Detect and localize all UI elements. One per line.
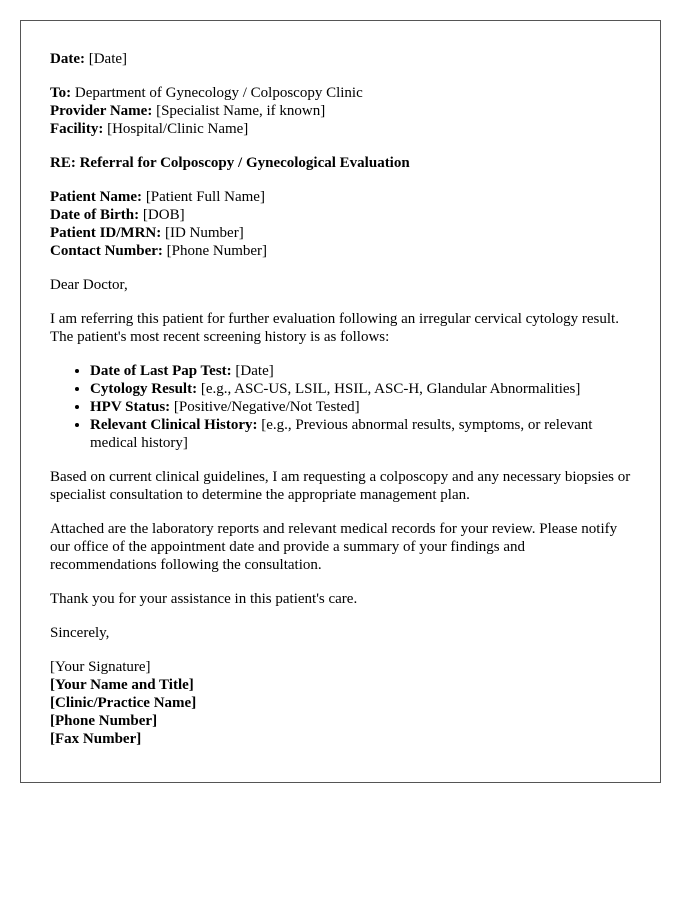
- list-item: [90, 362, 634, 380]
- thanks-paragraph: Thank you for your assistance in this patient's care.: [50, 591, 358, 607]
- closing: Sincerely,: [50, 625, 110, 641]
- provider-value: [Specialist Name, if known]: [156, 103, 326, 119]
- to-line: [50, 84, 634, 102]
- provider-line: [50, 102, 634, 120]
- list-item: [90, 398, 634, 416]
- signer-fax: [Fax Number]: [50, 731, 142, 747]
- history-label: HPV Status:: [90, 399, 171, 415]
- patient-name-label: Patient Name:: [50, 189, 143, 205]
- letter-page: [20, 20, 661, 783]
- patient-block: [50, 188, 634, 260]
- signature-line: [Your Signature]: [50, 659, 151, 675]
- intro-paragraph: I am referring this patient for further evaluation following an irregular cervical cytology result. The patient's most recent screening history is as follows:: [50, 311, 619, 345]
- date-label: Date:: [50, 51, 85, 67]
- contact-value: [Phone Number]: [166, 243, 268, 259]
- to-label: To:: [50, 85, 72, 101]
- provider-label: Provider Name:: [50, 103, 153, 119]
- history-label: Relevant Clinical History:: [90, 417, 258, 433]
- patient-name-value: [Patient Full Name]: [145, 189, 265, 205]
- subject-line: [50, 154, 634, 172]
- list-item: [90, 416, 634, 452]
- history-value: [Positive/Negative/Not Tested]: [173, 399, 360, 415]
- guidelines-paragraph: Based on current clinical guidelines, I am requesting a colposcopy and any necessary biopsies or specialist consultation to determine the appropriate management plan.: [50, 469, 631, 503]
- facility-label: Facility:: [50, 121, 104, 137]
- patient-id-line: [50, 224, 634, 242]
- contact-label: Contact Number:: [50, 243, 163, 259]
- facility-value: [Hospital/Clinic Name]: [107, 121, 249, 137]
- recipient-block: [50, 84, 634, 138]
- date-line: [50, 50, 634, 68]
- history-value: [e.g., ASC-US, LSIL, HSIL, ASC-H, Glandular Abnormalities]: [200, 381, 581, 397]
- dob-value: [DOB]: [142, 207, 185, 223]
- signer-phone: [Phone Number]: [50, 713, 158, 729]
- dob-line: [50, 206, 634, 224]
- attachments-paragraph: Attached are the laboratory reports and relevant medical records for your review. Please notify our office of the appointment date and provide a summary of your findings and recommendations following the consultation.: [50, 521, 618, 573]
- signer-practice: [Clinic/Practice Name]: [50, 695, 197, 711]
- subject-text: RE: Referral for Colposcopy / Gynecological Evaluation: [50, 155, 410, 171]
- history-label: Date of Last Pap Test:: [90, 363, 232, 379]
- date-value: [Date]: [88, 51, 128, 67]
- patient-id-value: [ID Number]: [164, 225, 244, 241]
- list-item: [90, 380, 634, 398]
- letter-content: [50, 50, 634, 764]
- salutation: Dear Doctor,: [50, 277, 128, 293]
- signature-block: [50, 658, 634, 748]
- screening-history-list: [50, 362, 634, 452]
- contact-line: [50, 242, 634, 260]
- history-label: Cytology Result:: [90, 381, 198, 397]
- signer-name-title: [Your Name and Title]: [50, 677, 194, 693]
- to-value: Department of Gynecology / Colposcopy Clinic: [74, 85, 363, 101]
- history-value: [Date]: [235, 363, 274, 379]
- dob-label: Date of Birth:: [50, 207, 140, 223]
- patient-id-label: Patient ID/MRN:: [50, 225, 162, 241]
- facility-line: [50, 120, 634, 138]
- history-value: [e.g., Previous abnormal results, symptoms, or relevant medical history]: [90, 417, 593, 451]
- patient-name-line: [50, 188, 634, 206]
